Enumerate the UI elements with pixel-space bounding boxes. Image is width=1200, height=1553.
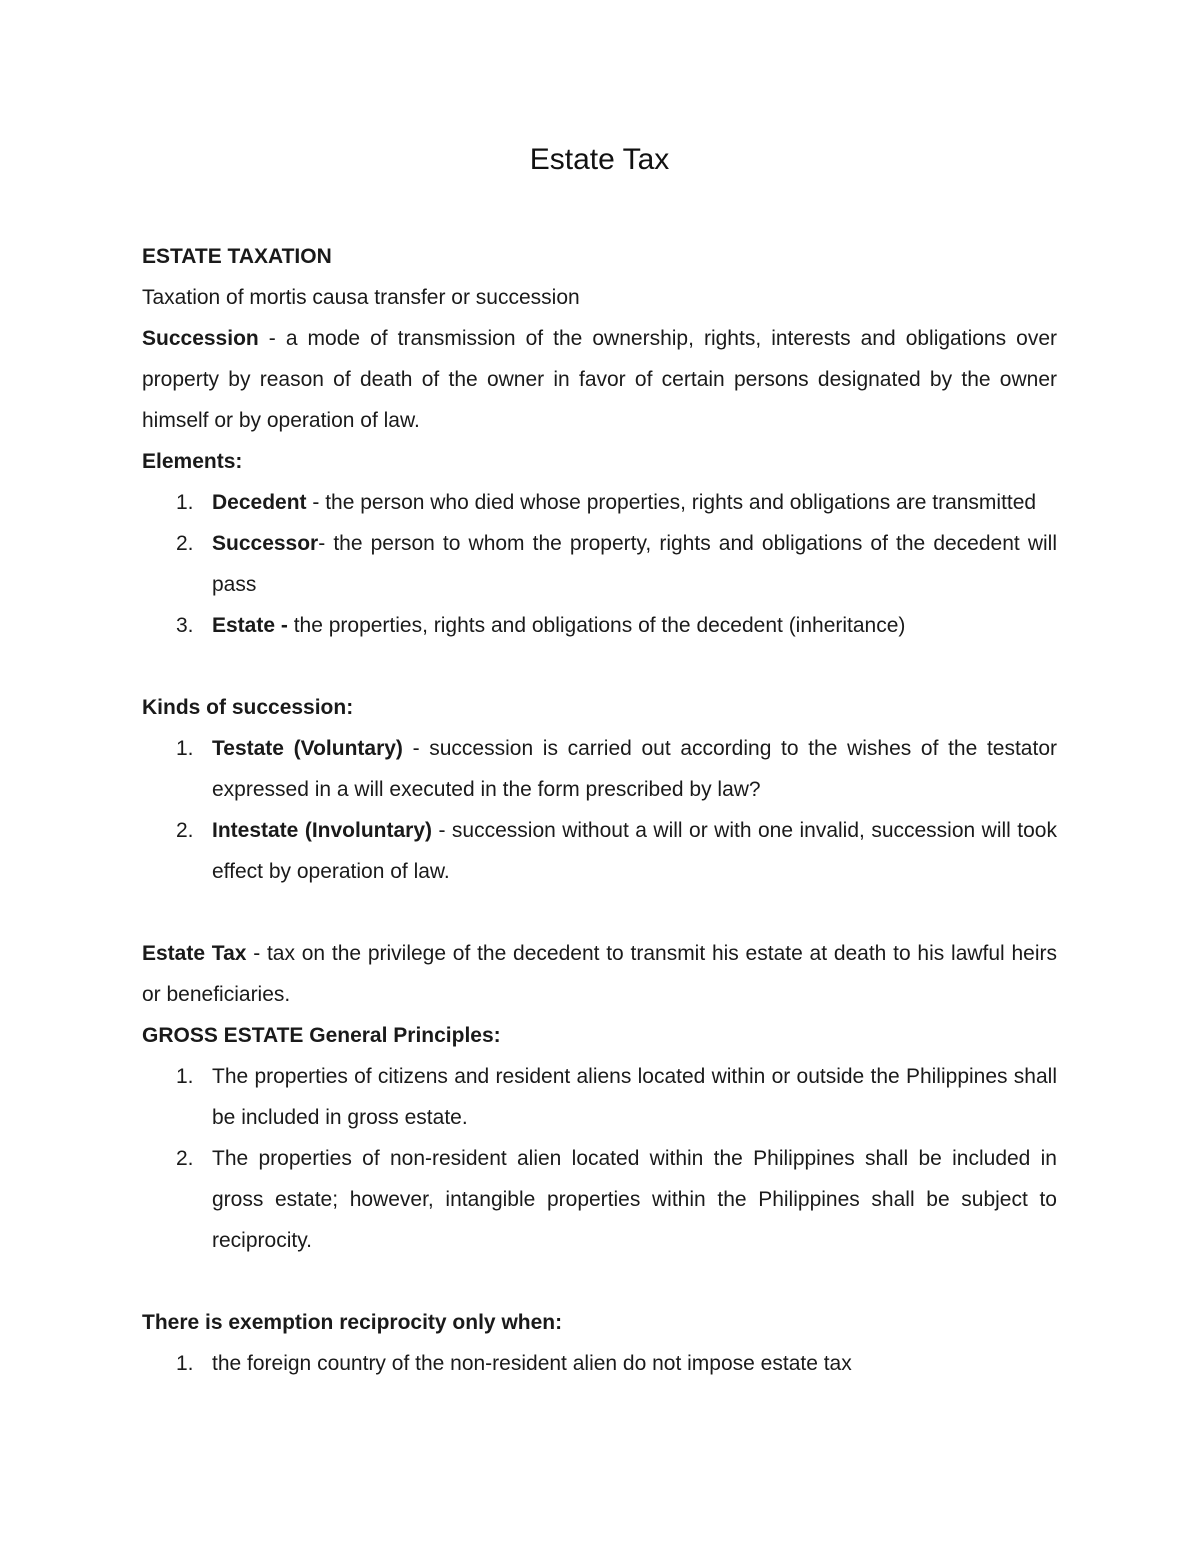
reciprocity-heading: There is exemption reciprocity only when:: [142, 1311, 563, 1334]
list-text: - succession is carried out according to the wishes of the testator expressed in a will executed in the form prescribed by law?: [212, 737, 1057, 801]
list-item: [142, 523, 1057, 605]
gross-estate-heading: GROSS ESTATE General Principles:: [142, 1024, 501, 1047]
spacer: [142, 1261, 1057, 1302]
list-item: [142, 482, 1057, 523]
estate-tax-definition: [142, 933, 1057, 1015]
elements-list: [142, 482, 1057, 646]
list-number: 3.: [176, 614, 194, 637]
gross-estate-list: [142, 1056, 1057, 1261]
succession-definition: [142, 318, 1057, 441]
kinds-heading: Kinds of succession:: [142, 696, 354, 719]
list-item: [142, 605, 1057, 646]
estate-taxation-heading: ESTATE TAXATION: [142, 245, 332, 268]
list-term: Testate (Voluntary): [212, 737, 403, 760]
kinds-list: [142, 728, 1057, 892]
list-text: - the person to whom the property, rights and obligations of the decedent will pass: [212, 532, 1057, 596]
list-text: - succession without a will or with one invalid, succession will took effect by operation of law.: [212, 819, 1057, 883]
list-item: [142, 1343, 1057, 1384]
document-title: Estate Tax: [529, 143, 670, 176]
list-term: Successor: [212, 532, 319, 555]
elements-heading: Elements:: [142, 450, 243, 473]
list-term: Decedent: [212, 491, 307, 514]
list-number: 2.: [176, 532, 194, 555]
list-number: 1.: [176, 1352, 194, 1375]
list-text: The properties of citizens and resident aliens located within or outside the Philippines shall be included in gross estate.: [212, 1065, 1057, 1129]
estate-tax-term: Estate Tax: [142, 942, 247, 965]
succession-text: - a mode of transmission of the ownership, rights, interests and obligations over property by reason of death of the owner in favor of certain persons designated by the owner himself or by operation of law.: [142, 327, 1057, 432]
list-item: [142, 1056, 1057, 1138]
spacer: [142, 892, 1057, 933]
list-number: 1.: [176, 491, 194, 514]
succession-term: Succession: [142, 327, 259, 350]
list-item: [142, 1138, 1057, 1261]
estate-tax-text: - tax on the privilege of the decedent to transmit his estate at death to his lawful heirs or beneficiaries.: [142, 942, 1057, 1006]
reciprocity-list: [142, 1343, 1057, 1384]
list-number: 2.: [176, 819, 194, 842]
list-text: The properties of non-resident alien located within the Philippines shall be included in gross estate; however, intangible properties within the Philippines shall be subject to reciprocity.: [212, 1147, 1057, 1252]
document-page: [142, 140, 1057, 1384]
list-number: 1.: [176, 1065, 194, 1088]
list-term: Estate -: [212, 614, 288, 637]
list-item: [142, 728, 1057, 810]
list-item: [142, 810, 1057, 892]
estate-taxation-definition: Taxation of mortis causa transfer or succession: [142, 286, 580, 309]
list-number: 1.: [176, 737, 194, 760]
spacer: [142, 646, 1057, 687]
list-term: Intestate (Involuntary): [212, 819, 432, 842]
list-text: the foreign country of the non-resident alien do not impose estate tax: [212, 1352, 852, 1375]
list-number: 2.: [176, 1147, 194, 1170]
list-text: - the person who died whose properties, rights and obligations are transmitted: [306, 491, 1037, 514]
list-text: the properties, rights and obligations of the decedent (inheritance): [287, 614, 906, 637]
